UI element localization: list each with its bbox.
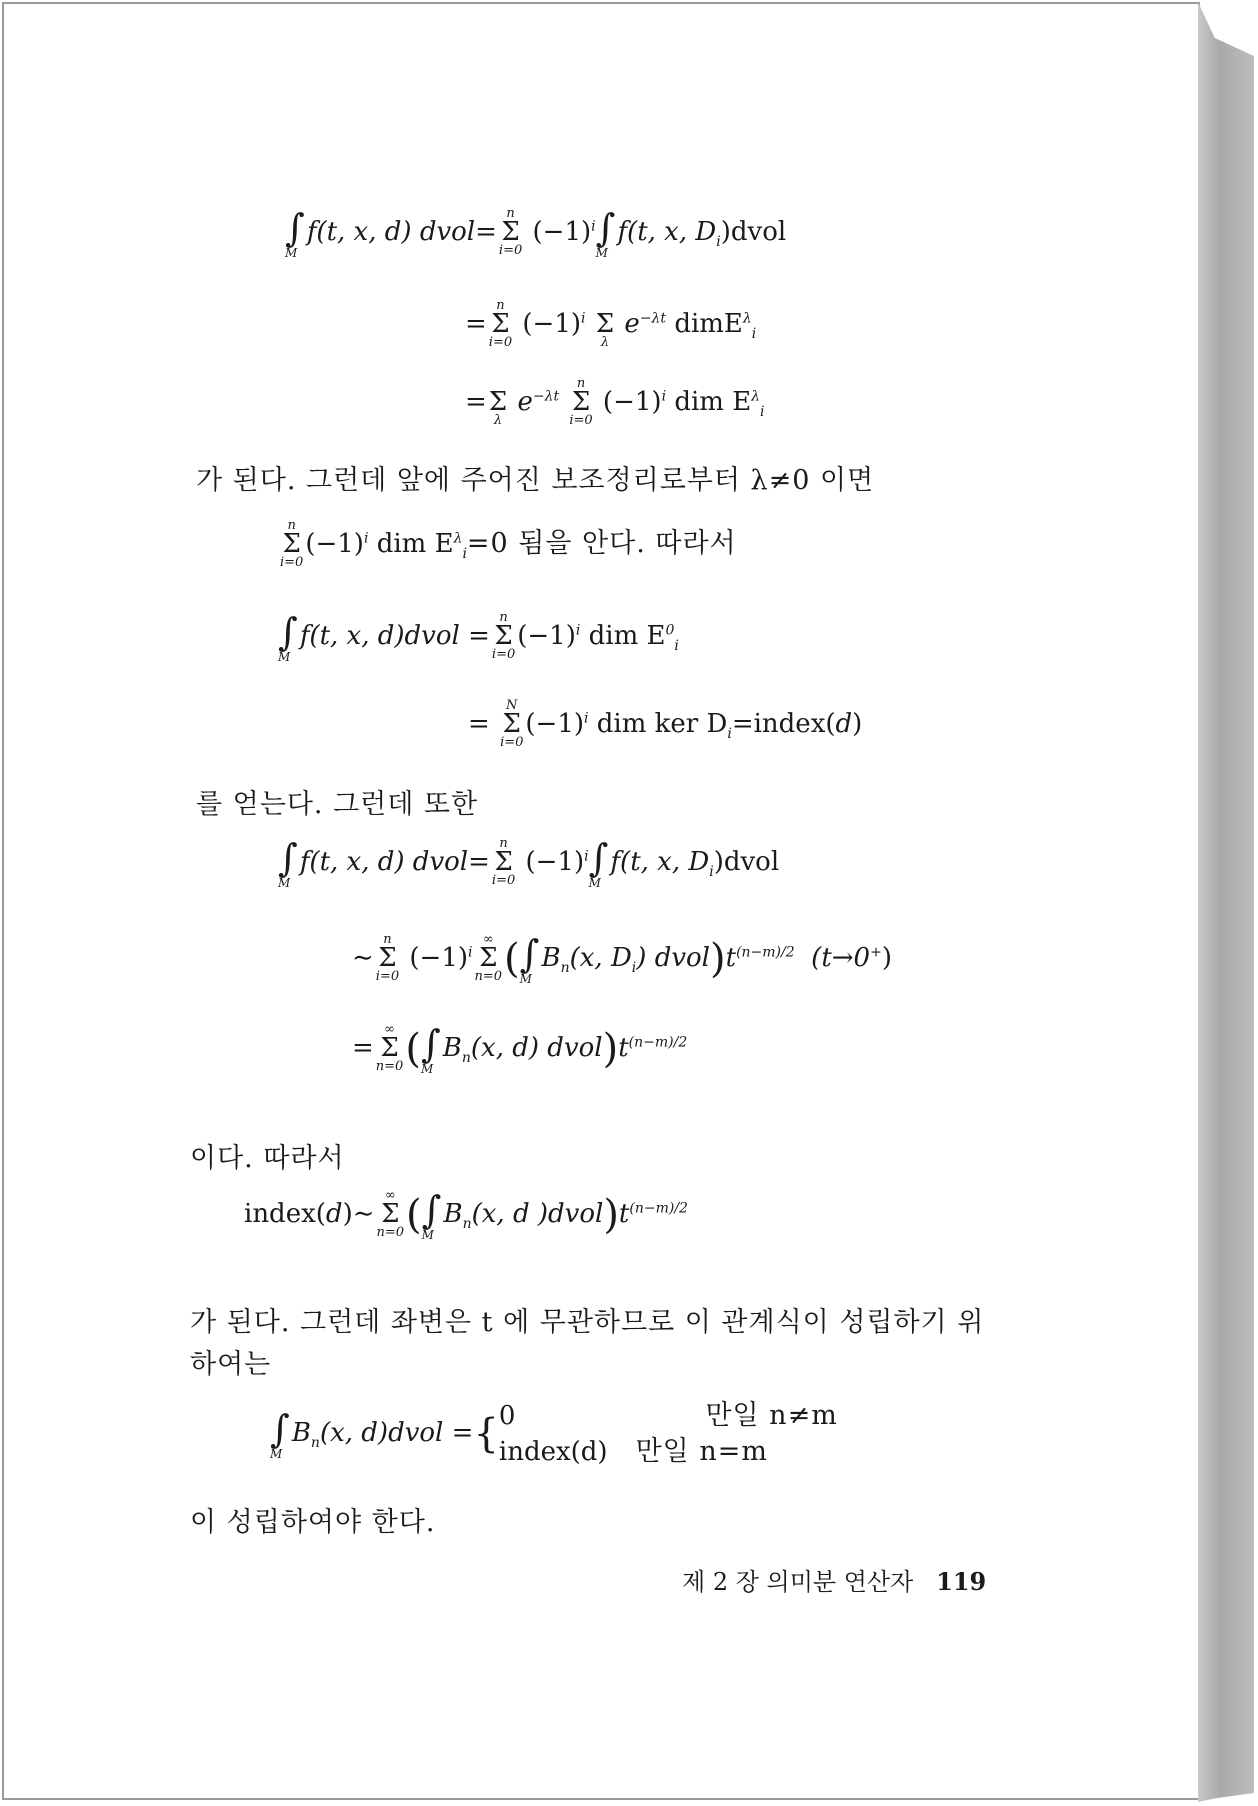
- equation-1-line-1: ∫ M f(t, x, d) dvol= n Σ i=0 $(-1)^i$ ∫ M f(t, x, $D_i)dvol$: [285, 206, 787, 260]
- paragraph-4-line-2: 하여는: [190, 1349, 272, 1380]
- equation-4: index(d)∼ ∞ Σ n=0 ( ∫ M $B_n(x$, d )$dvol)t^{(n-m)/2}$: [244, 1188, 688, 1242]
- chapter-title: 제 2 장 의미분 연산자: [682, 1568, 914, 1596]
- equation-3-line-1: ∫ M f(t, x, d) dvol= n Σ i=0 $(-1)^i$ ∫ M f(t, x, $D_i)dvol$: [278, 836, 780, 890]
- paragraph-1: 가 된다. 그런데 앞에 주어진 보조정리로부터 λ≠0 이면: [196, 465, 875, 496]
- equation-3-line-3: = ∞ Σ n=0 ( ∫ M $B_n(x$, d) $dvol)t^{(n-m)/2}$: [352, 1022, 688, 1076]
- page: [2, 2, 1200, 1800]
- running-footer: [682, 1562, 986, 1597]
- page-number: 119: [936, 1567, 987, 1596]
- paragraph-4-line-1: 가 된다. 그런데 좌변은 t 에 무관하므로 이 관계식이 성립하기 위: [190, 1307, 985, 1338]
- paragraph-1-equation: n Σ i=0 $(-1)^i$ dim $E^\lambda_i=0$ 됨을 안다. 따라서: [280, 518, 737, 570]
- paragraph-2: 를 얻는다. 그런데 또한: [196, 789, 479, 820]
- equation-5: ∫ M $B_n(x$, d)dvol ={ 0 만일 n≠m index(d) 만일 n=m: [270, 1400, 838, 1467]
- equation-3-line-2: ∼ n Σ i=0 $(-1)^i$ ∞ Σ n=0 ( ∫ M $B_n(x$, $D_i$) $dvol)t^{(n-m)/2}$ (t→0+): [352, 932, 892, 986]
- equation-1-line-3: = Σ λ $e^{-\lambda t}$ n Σ i=0 $(-1)^i$ dim $E^\lambda_i$: [465, 376, 765, 428]
- page-edge: [1198, 2, 1254, 1802]
- equation-1-line-2: = n Σ i=0 $(-1)^i$ Σ λ $e^{-\lambda t}$ dimE$^\lambda_i$: [465, 298, 757, 350]
- equation-2-line-1: ∫ M f(t, x, d)dvol = n Σ i=0 $(-1)^i$ dim $E^0_i$: [278, 610, 679, 664]
- paragraph-3: 이다. 따라서: [190, 1143, 345, 1174]
- paragraph-5: 이 성립하여야 한다.: [190, 1507, 436, 1538]
- equation-2-line-2: = N Σ i=0 $(-1)^i$ dim ker $D_i=index(d)$: [468, 698, 863, 750]
